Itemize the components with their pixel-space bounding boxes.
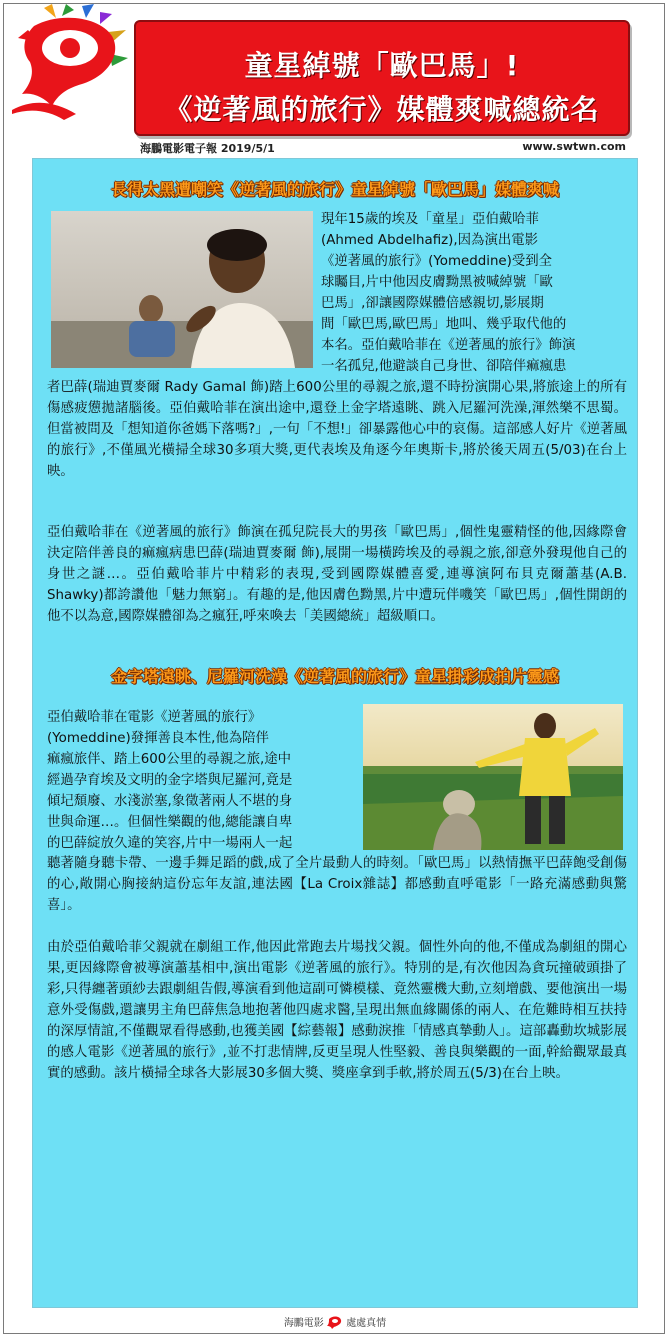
footer-logo-icon <box>327 1315 343 1329</box>
movie-still-field-photo <box>363 704 623 850</box>
title-banner <box>134 20 630 136</box>
section-2-heading: 金字塔遠眺、尼羅河洗澡《逆著風的旅行》童星掛彩成拍片靈感 <box>110 667 559 686</box>
section-2-paragraph-3-top <box>47 707 369 854</box>
text-line: 間「歐巴馬,歐巴馬」地叫、幾乎取代他的 <box>321 317 567 332</box>
text-line: 世與命運…。但個性樂觀的他,總能讓自卑 <box>47 815 293 830</box>
text-line: 本名。亞伯戴哈菲在《逆著風的旅行》飾演 <box>321 338 576 353</box>
text-line: 的巴薛綻放久違的笑容,片中一場兩人一起 <box>47 836 293 851</box>
section-1-heading: 長得太黑遭嘲笑《逆著風的旅行》童星綽號「歐巴馬」媒體爽喊 <box>110 180 559 199</box>
text-line: 巴馬」,卻讓國際媒體倍感親切,影展期 <box>321 296 544 311</box>
text-line: 亞伯戴哈菲在電影《逆著風的旅行》 <box>47 710 262 725</box>
footer <box>0 1314 670 1329</box>
website-link[interactable]: www.swtwn.com <box>522 140 626 153</box>
publisher-date: 海鵬電影電子報 2019/5/1 <box>140 142 275 155</box>
text-line: 經過孕育埃及文明的金字塔與尼羅河,竟是 <box>47 773 293 788</box>
text-line: 球矚目,片中他因皮膚黝黑被喊綽號「歐 <box>321 275 553 290</box>
footer-publisher: 海鵬電影 <box>283 1318 324 1329</box>
text-line: (Ahmed Abdelhafiz),因為演出電影 <box>321 233 539 248</box>
section-1-paragraph-2: 亞伯戴哈菲在《逆著風的旅行》飾演在孤兒院長大的男孩「歐巴馬」,個性鬼靈精怪的他,因緣際會決定陪伴善良的痲瘋病患巴薛(瑞迪賈麥爾 飾),展開一場橫跨埃及的尋親之旅,卻意外發現他自己的身世之謎…。亞伯戴哈菲片中精彩的表現,受到國際媒體喜愛,連導演阿布貝克爾蕭基(A.B. Shawky)都誇讚他「魅力無窮」。有趣的是,他因膚色黝黑,片中遭玩伴嘰笑「歐巴馬」,個性開朗的他不以為意,國際媒體卻為之瘋狂,呼來喚去「美國總統」超級順口。 <box>47 525 627 624</box>
text-line: 傾圮頹廢、水淺淤塞,象徵著兩人不堪的身 <box>47 794 293 809</box>
text-line: 一名孤兒,他避談自己身世、卻陪伴痲瘋患 <box>321 359 567 374</box>
text-line: (Yomeddine)發揮善良本性,他為陪伴 <box>47 731 269 746</box>
section-2-paragraph-4: 由於亞伯戴哈菲父親就在劇組工作,他因此常跑去片場找父親。個性外向的他,不僅成為劇組的開心果,更因緣際會被導演蕭基相中,演出電影《逆著風的旅行》。特別的是,有次他因為貪玩撞破頭掛了彩,只得纏著頭紗去跟劇組告假,導演看到他這副可憐模樣、竟然靈機大動,立刻增戲、要他演出一場意外受傷戲,還讓男主角巴薛焦急地抱著他四處求醫,呈現出無血緣關係的兩人、在危難時相互扶持的深厚情誼,不僅觀眾看得感動,也獲美國【綜藝報】感動淚推「情感真摯動人」。這部轟動坎城影展的感人電影《逆著風的旅行》,並不打悲情牌,反更呈現人性堅毅、善良與樂觀的一面,幹給觀眾最真實的感動。該片橫掃全球各大影展30多個大獎、獎座拿到手軟,將於周五(5/3)在台上映。 <box>47 940 627 1081</box>
text-line: 痲瘋旅伴、踏上600公里的尋親之旅,途中 <box>47 752 292 767</box>
logo-star-icon <box>4 2 136 122</box>
footer-slogan: 處處真情 <box>346 1318 387 1329</box>
title-line-2: 《逆著風的旅行》媒體爽喊總統名 <box>164 93 600 126</box>
section-1-paragraph-1-top <box>321 209 627 377</box>
section-2-paragraph-3-rest: 聽著隨身聽卡帶、一邊手舞足蹈的戲,成了全片最動人的時刻。「歐巴馬」以熱情撫平巴薛飽受創傷的心,敞開心胸接納這份忘年友誼,連法國【La Croix雜誌】都感動直呼電影「一路充滿感動與驚喜」。 <box>47 856 627 913</box>
section-1-paragraph-1-rest: 者巴薛(瑞迪賈麥爾 Rady Gamal 飾)踏上600公里的尋親之旅,還不時扮演開心果,將旅途上的所有傷感疲憊拋諸腦後。亞伯戴哈菲在演出途中,還登上金字塔遠眺、跳入尼羅河洗澡,渾然樂不思蜀。但當被問及「想知道你爸媽下落嗎?」,一句「不想!」卻暴露他心中的哀傷。這部感人好片《逆著風的旅行》,不僅風光橫掃全球30多項大獎,更代表埃及角逐今年奧斯卡,將於後天周五(5/03)在台上映。 <box>47 380 627 479</box>
article-panel <box>32 158 638 1308</box>
text-line: 《逆著風的旅行》(Yomeddine)受到全 <box>321 254 553 269</box>
title-line-1: 童星綽號「歐巴馬」! <box>244 49 520 82</box>
text-line: 現年15歲的埃及「童星」亞伯戴哈菲 <box>321 212 539 227</box>
movie-still-boy-photo <box>51 211 313 368</box>
